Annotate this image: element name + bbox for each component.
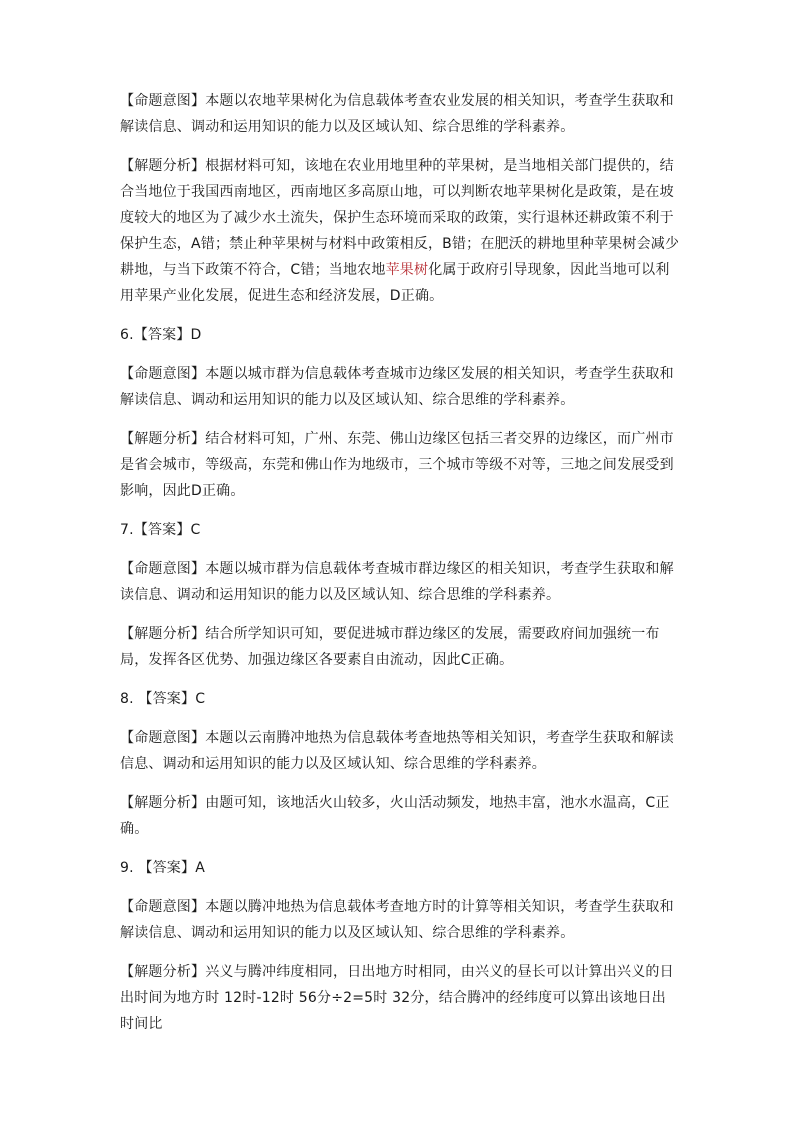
paragraph <box>120 725 680 777</box>
paragraph-text: 【命题意图】本题以腾冲地热为信息载体考查地方时的计算等相关知识，考查学生获取和解读信息、调动和运用知识的能力以及区域认知、综合思维的学科素养。 <box>120 899 674 941</box>
paragraph <box>120 361 680 413</box>
paragraph-text: 化属于政府引导现象，因此当地可以利用苹果产业化发展，促进生态和经济发展，D正确。 <box>120 262 670 304</box>
paragraph <box>120 88 680 140</box>
paragraph <box>120 621 680 673</box>
answer-line <box>120 517 680 543</box>
paragraph-text: 【命题意图】本题以城市群为信息载体考查城市边缘区发展的相关知识，考查学生获取和解读信息、调动和运用知识的能力以及区域认知、综合思维的学科素养。 <box>120 366 674 408</box>
paragraph-text: 【命题意图】本题以云南腾冲地热为信息载体考查地热等相关知识，考查学生获取和解读信息、调动和运用知识的能力以及区域认知、综合思维的学科素养。 <box>120 730 674 772</box>
paragraph-text: 【解题分析】根据材料可知，该地在农业用地里种的苹果树，是当地相关部门提供的，结合当地位于我国西南地区，西南地区多高原山地，可以判断农地苹果树化是政策，是在坡度较大的地区为了减少水土流失，保护生态环境而采取的政策，实行退林还耕政策不利于保护生态，A错；禁止种苹果树与材料中政策相反，B错；在肥沃的耕地里种苹果树会减少耕地，与当下政策不符合，C错；当地农地 <box>120 158 680 278</box>
paragraph <box>120 426 680 504</box>
paragraph-text: 【解题分析】由题可知，该地活火山较多，火山活动频发，地热丰富，池水水温高，C正确。 <box>120 795 670 837</box>
answer-line <box>120 322 680 348</box>
answer-line <box>120 855 680 881</box>
paragraph-text: 7.【答案】C <box>120 522 201 538</box>
document-body <box>120 88 680 1050</box>
paragraph-text: 【解题分析】结合所学知识可知，要促进城市群边缘区的发展，需要政府间加强统一布局，发挥各区优势、加强边缘区各要素自由流动，因此C正确。 <box>120 626 660 668</box>
highlighted-text: 苹果树 <box>385 262 429 278</box>
paragraph <box>120 556 680 608</box>
paragraph-text: 【命题意图】本题以城市群为信息载体考查城市群边缘区的相关知识，考查学生获取和解读信息、调动和运用知识的能力以及区域认知、综合思维的学科素养。 <box>120 561 674 603</box>
answer-line <box>120 686 680 712</box>
paragraph <box>120 153 680 309</box>
paragraph-text: 8. 【答案】C <box>120 691 206 707</box>
paragraph <box>120 959 680 1037</box>
paragraph-text: 【解题分析】兴义与腾冲纬度相同，日出地方时相同，由兴义的昼长可以计算出兴义的日出时间为地方时 12时-12时 56分÷2=5时 32分，结合腾冲的经纬度可以算出该地日出时间比 <box>120 964 674 1032</box>
paragraph-text: 【命题意图】本题以农地苹果树化为信息载体考查农业发展的相关知识，考查学生获取和解读信息、调动和运用知识的能力以及区域认知、综合思维的学科素养。 <box>120 93 674 135</box>
paragraph <box>120 894 680 946</box>
paragraph-text: 【解题分析】结合材料可知，广州、东莞、佛山边缘区包括三者交界的边缘区，而广州市是省会城市，等级高，东莞和佛山作为地级市，三个城市等级不对等，三地之间发展受到影响，因此D正确。 <box>120 431 674 499</box>
paragraph <box>120 790 680 842</box>
paragraph-text: 6.【答案】D <box>120 327 202 343</box>
paragraph-text: 9. 【答案】A <box>120 860 205 876</box>
